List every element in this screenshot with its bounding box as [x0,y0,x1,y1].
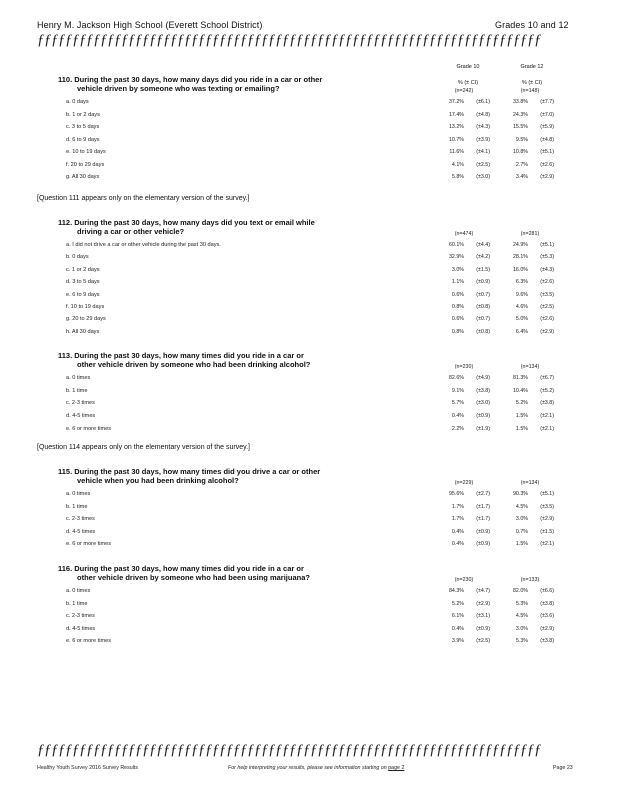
q112-grade10-n: (n=474) [454,231,474,237]
answer-option-label: a. 0 times [66,375,91,381]
grade12-confidence-interval: (±5.1) [540,242,554,248]
footer-ornament-rule: ƒƒƒƒƒƒƒƒƒƒƒƒƒƒƒƒƒƒƒƒƒƒƒƒƒƒƒƒƒƒƒƒƒƒƒƒƒƒƒƒƒƒƒƒƒƒƒƒƒƒƒƒƒƒƒƒƒƒƒƒƒƒƒƒƒƒƒƒƒƒƒƒ [37,742,541,758]
grade10-percent: 82.6% [448,375,464,381]
grade12-confidence-interval: (±2.1) [540,541,554,548]
grade12-confidence-interval: (±3.5) [540,291,554,298]
grade12-percent: 28.1% [512,254,528,261]
grade10-percent: 5.8% [451,174,464,180]
grade12-percent: 5.0% [515,316,528,323]
grade12-percent: 9.6% [515,291,528,298]
grade10-percent: 9.1% [451,387,464,394]
grade10-confidence-interval: (±4.7) [476,588,490,594]
grade12-confidence-interval: (±5.2) [540,387,554,394]
grade10-percent: 0.4% [451,413,464,420]
grade10-confidence-interval: (±3.9) [476,136,490,143]
grade12-percent: 9.5% [515,136,528,143]
grade12-percent: 6.4% [515,328,528,335]
grade12-percent: 2.7% [515,161,528,168]
grade10-confidence-interval: (±4.1) [476,149,490,155]
grade12-percent: 4.6% [515,304,528,310]
answer-option-label: e. 6 or more times [66,425,112,432]
grade10-percent: 6.1% [451,613,464,619]
grade10-confidence-interval: (±3.8) [476,387,490,394]
answer-option-label: a. 0 days [66,99,89,105]
answer-option-label: c. 2-3 times [66,613,95,619]
grade10-percent: 95.6% [448,491,464,497]
answer-option-label: b. 1 time [66,503,88,510]
grade10-percent: 1.7% [451,503,464,510]
grade12-confidence-interval: (±5.3) [540,254,554,261]
q110-title-line2: vehicle driven by someone who was texting or emailing? [77,84,280,93]
grade10-confidence-interval: (±4.9) [476,375,490,381]
grade12-confidence-interval: (±7.7) [540,99,554,105]
grade10-percent: 0.4% [451,528,464,535]
answer-option-label: g. 20 to 29 days [66,316,106,323]
grade12-confidence-interval: (±6.7) [540,375,554,381]
grade10-percent: 4.1% [451,161,464,168]
q116-title-line1: 116. During the past 30 days, how many times did you ride in a car or [58,564,304,573]
grade12-confidence-interval: (±6.6) [540,588,554,594]
answer-option-label: e. 6 or more times [66,638,112,644]
answer-option-label: e. 6 to 9 days [66,291,100,298]
answer-option-label: e. 10 to 19 days [66,149,106,155]
grade12-percent: 5.3% [515,600,528,607]
grade12-percent: 3.0% [515,625,528,632]
grade10-confidence-interval: (±1.7) [476,503,490,510]
grade10-confidence-interval: (±0.7) [476,291,490,298]
grade10-confidence-interval: (±2.5) [476,638,490,644]
school-title: Henry M. Jackson High School (Everett School District) [37,20,263,30]
grade12-percent: 24.9% [512,242,528,248]
grade10-confidence-interval: (±2.7) [476,491,490,497]
grade10-confidence-interval: (±4.4) [476,242,490,248]
answer-option-label: a. 0 times [66,491,91,497]
grade12-confidence-interval: (±3.6) [540,613,554,619]
answer-option-label: f. 10 to 19 days [66,304,105,310]
q116-title-line2: other vehicle driven by someone who had been using marijuana? [77,573,310,582]
grade10-confidence-interval: (±4.3) [476,124,490,130]
grade10-percent: 10.7% [448,136,464,143]
grade10-percent: 0.6% [451,291,464,298]
grade10-confidence-interval: (±0.9) [476,541,490,548]
grade10-confidence-interval: (±0.8) [476,304,490,310]
grade12-percent: 33.8% [512,99,528,105]
grade12-percent: 82.0% [512,588,528,594]
grade10-confidence-interval: (±0.9) [476,625,490,632]
grade10-confidence-interval: (±4.2) [476,254,490,261]
grade12-percent: 3.4% [515,174,528,180]
grade12-confidence-interval: (±2.9) [540,625,554,632]
q113-title-line2: other vehicle driven by someone who had been drinking alcohol? [77,360,311,369]
grade12-confidence-interval: (±1.5) [540,528,554,535]
grade12-confidence-interval: (±2.9) [540,516,554,523]
grade10-confidence-interval: (±1.9) [476,425,490,432]
grade10-confidence-interval: (±0.9) [476,279,490,286]
answer-option-label: c. 3 to 5 days [66,124,100,130]
grade10-confidence-interval: (±0.9) [476,413,490,420]
grade10-percent: 2.2% [451,425,464,432]
q110-grade12-n: (n=148) [520,88,540,94]
grade10-percent: 1.1% [451,279,464,286]
question-114-note: [Question 114 appears only on the elementary version of the survey.] [37,444,250,451]
grade12-percent: 3.0% [515,516,528,523]
grade12-confidence-interval: (±7.0) [540,111,554,118]
answer-option-label: d. 4-5 times [66,528,96,535]
grade12-percent: 4.5% [515,503,528,510]
grade10-percent: 17.4% [448,111,464,118]
answer-option-label: g. All 30 days [66,174,100,180]
q112-title-line1: 112. During the past 30 days, how many days did you text or email while [58,218,315,227]
grade12-confidence-interval: (±5.1) [540,149,554,155]
grade12-confidence-interval: (±3.8) [540,638,554,644]
grade12-percent: 4.5% [515,613,528,619]
answer-option-label: b. 1 or 2 days [66,111,100,118]
grade12-percent: 1.5% [515,541,528,548]
grade10-percent: 5.7% [451,400,464,407]
grade10-confidence-interval: (±1.7) [476,516,490,523]
grade10-percent: 60.1% [448,242,464,248]
answer-option-label: c. 2-3 times [66,516,95,523]
question-111-note: [Question 111 appears only on the elementary version of the survey.] [37,195,250,202]
grade12-confidence-interval: (±2.9) [540,174,554,180]
grade12-confidence-interval: (±2.6) [540,316,554,323]
grade10-confidence-interval: (±3.0) [476,174,490,180]
grade10-percent: 32.9% [448,254,464,261]
q113-grade10-n: (n=230) [454,364,474,370]
answer-option-label: h. All 30 days [66,328,100,335]
grade10-percent: 0.4% [451,625,464,632]
grade10-confidence-interval: (±2.5) [476,161,490,168]
answer-option-label: d. 6 to 9 days [66,136,100,143]
grade12-pct-label: % (± CI) [521,80,543,86]
grade10-pct-label: % (± CI) [457,80,479,86]
q115-title-line2: vehicle when you had been drinking alcohol? [77,476,239,485]
grade12-confidence-interval: (±5.1) [540,491,554,497]
grade12-confidence-interval: (±2.1) [540,413,554,420]
grade12-confidence-interval: (±4.3) [540,266,554,273]
grade12-confidence-interval: (±2.9) [540,328,554,335]
answer-option-label: c. 1 or 2 days [66,266,100,273]
grade10-confidence-interval: (±6.1) [476,99,490,105]
grade12-percent: 1.5% [515,413,528,420]
grade12-confidence-interval: (±2.5) [540,304,554,310]
q113-title-line1: 113. During the past 30 days, how many times did you ride in a car or [58,351,304,360]
answer-option-label: c. 2-3 times [66,400,95,407]
answer-option-label: b. 1 time [66,600,88,607]
grade10-confidence-interval: (±0.7) [476,316,490,323]
grade10-column-header: Grade 10 [456,64,480,70]
q116-grade10-n: (n=230) [454,577,474,583]
grade12-confidence-interval: (±2.6) [540,279,554,286]
grade10-percent: 37.2% [448,99,464,105]
answer-option-label: f. 20 to 29 days [66,161,105,168]
grade12-percent: 15.5% [512,124,528,130]
grade10-percent: 13.2% [448,124,464,130]
grade12-percent: 5.2% [515,400,528,407]
grade10-confidence-interval: (±1.5) [476,266,490,273]
answer-option-label: e. 6 or more times [66,541,112,548]
grade12-confidence-interval: (±3.5) [540,503,554,510]
grades-label: Grades 10 and 12 [495,20,569,30]
answer-option-label: d. 4-5 times [66,625,96,632]
grade10-percent: 0.8% [451,304,464,310]
grade12-confidence-interval: (±2.6) [540,161,554,168]
grade10-percent: 0.6% [451,316,464,323]
grade12-confidence-interval: (±2.1) [540,425,554,432]
grade12-percent: 10.4% [512,387,528,394]
answer-option-label: d. 4-5 times [66,413,96,420]
q110-grade10-n: (n=242) [454,88,474,94]
grade10-percent: 0.8% [451,328,464,335]
header-ornament-rule: ƒƒƒƒƒƒƒƒƒƒƒƒƒƒƒƒƒƒƒƒƒƒƒƒƒƒƒƒƒƒƒƒƒƒƒƒƒƒƒƒƒƒƒƒƒƒƒƒƒƒƒƒƒƒƒƒƒƒƒƒƒƒƒƒƒƒƒƒƒƒƒƒ [37,32,541,48]
grade10-percent: 0.4% [451,541,464,548]
answer-option-label: b. 1 time [66,387,88,394]
grade12-column-header: Grade 12 [520,64,544,70]
footer-help-instructions: For help interpreting your results, please see information starting on [228,765,387,771]
grade12-percent: 6.3% [515,279,528,286]
q115-title-line1: 115. During the past 30 days, how many times did you drive a car or other [58,467,321,476]
grade10-percent: 5.2% [451,600,464,607]
grade12-confidence-interval: (±3.8) [540,400,554,407]
grade10-percent: 3.9% [451,638,464,644]
grade10-confidence-interval: (±2.9) [476,600,490,607]
q112-title-line2: driving a car or other vehicle? [77,227,185,236]
q113-grade12-n: (n=134) [520,364,540,370]
grade10-percent: 1.7% [451,516,464,523]
grade10-confidence-interval: (±3.0) [476,400,490,407]
grade12-percent: 5.3% [515,638,528,644]
grade12-confidence-interval: (±5.9) [540,124,554,130]
q115-grade10-n: (n=229) [454,480,474,486]
grade12-percent: 90.3% [512,491,528,497]
grade10-confidence-interval: (±0.8) [476,328,490,335]
q116-grade12-n: (n=133) [520,577,540,583]
grade12-confidence-interval: (±4.8) [540,136,554,143]
grade10-confidence-interval: (±3.1) [476,613,490,619]
answer-option-label: a. 0 times [66,588,91,594]
grade10-percent: 11.6% [449,149,464,155]
answer-option-label: d. 3 to 5 days [66,279,100,286]
grade12-percent: 10.8% [512,149,528,155]
footer-survey-name: Healthy Youth Survey 2016 Survey Results [37,765,138,771]
grade12-confidence-interval: (±3.8) [540,600,554,607]
grade12-percent: 81.3% [512,375,528,381]
grade10-confidence-interval: (±0.9) [476,528,490,535]
answer-option-label: b. 0 days [66,254,89,261]
footer-help-text [228,765,404,771]
grade10-percent: 84.3% [448,588,464,594]
grade10-percent: 3.0% [451,266,464,273]
q112-grade12-n: (n=281) [520,231,540,237]
grade12-percent: 0.7% [515,528,528,535]
q110-title-line1: 110. During the past 30 days, how many days did you ride in a car or other [58,75,323,84]
grade12-percent: 1.5% [515,425,528,432]
footer-page-link[interactable]: page 2 [388,765,405,771]
footer-page-number: Page 23 [553,765,573,771]
grade10-confidence-interval: (±4.8) [476,111,490,118]
q115-grade12-n: (n=134) [520,480,540,486]
grade12-percent: 24.3% [512,111,528,118]
grade12-percent: 16.0% [512,266,528,273]
answer-option-label: a. I did not drive a car or other vehicle during the past 30 days. [66,242,221,248]
